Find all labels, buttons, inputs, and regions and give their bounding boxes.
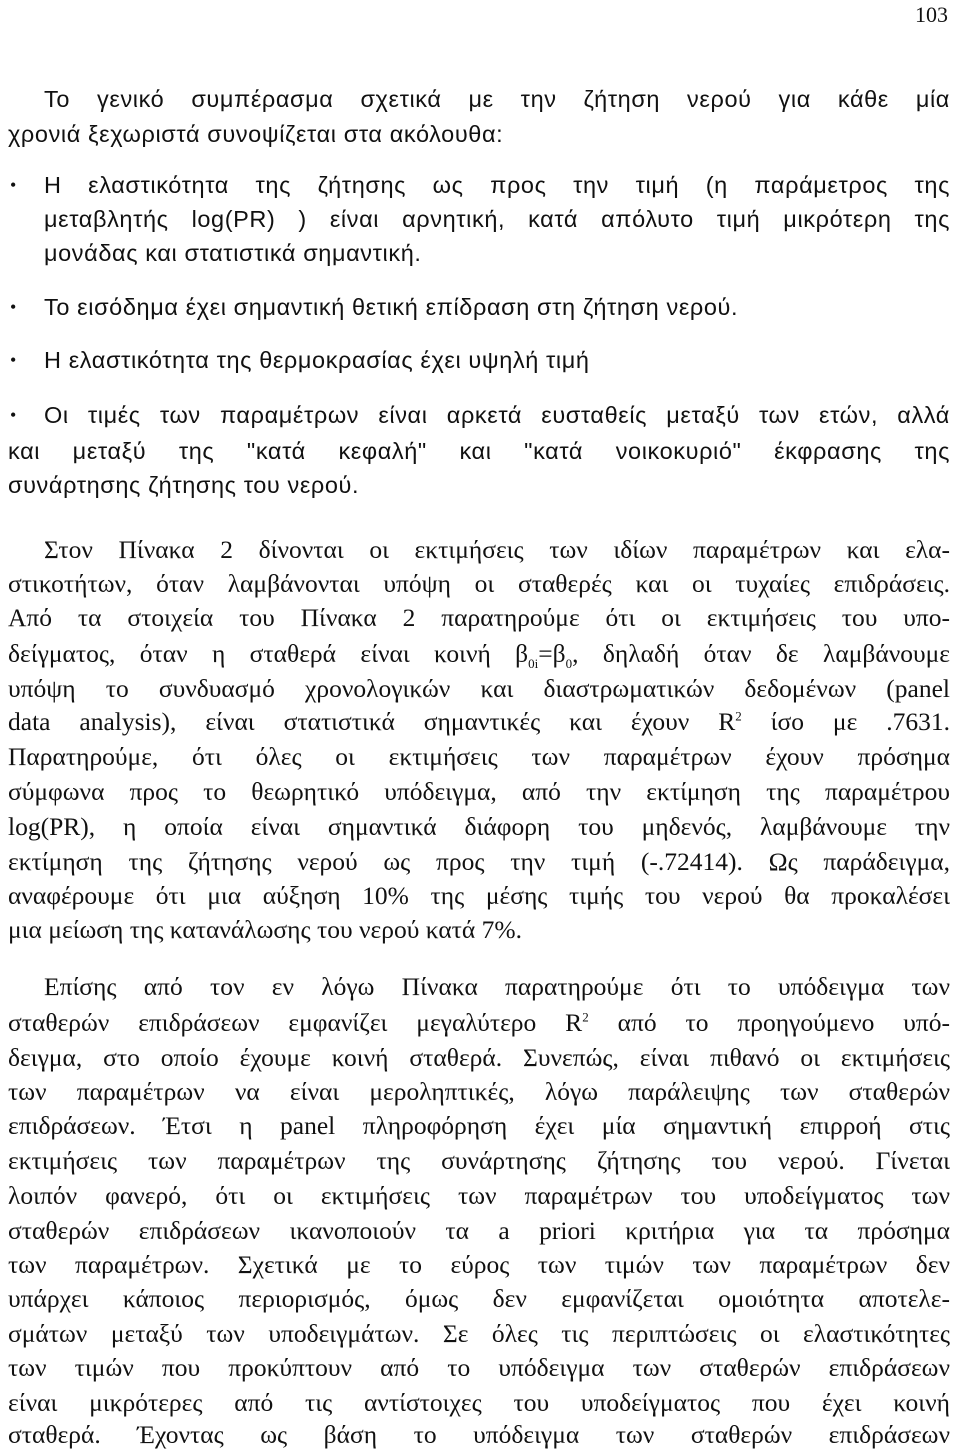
para2-line-4-part-c: , δηλαδή όταν δε λαμβάνουμε — [572, 639, 950, 668]
para3-line-12: των τιμών που προκύπτουν από το υπόδειγμα των σταθερών επιδράσεων — [8, 1353, 950, 1382]
r-squared-superscript: 2 — [735, 708, 742, 724]
para3-line-10: υπάρχει κάποιος περιορισμός, όμως δεν εμφανίζεται ομοιότητα αποτελε- — [8, 1284, 950, 1313]
bullet-4-line-3: συνάρτησης ζήτησης του νερού. — [8, 472, 360, 498]
para3-line-6: εκτιμήσεις των παραμέτρων της συνάρτησης ζήτησης του νερού. Γίνεται — [8, 1146, 950, 1175]
r-squared-superscript: 2 — [582, 1009, 589, 1025]
bullet-marker: • — [10, 405, 17, 425]
para2-line-7: Παρατηρούμε, ότι όλες οι εκτιμήσεις των παραμέτρων έχουν πρόσημα — [8, 742, 950, 771]
bullet-1-line-1: Η ελαστικότητα της ζήτησης ως προς την τιμή (η παράμετρος της — [44, 172, 950, 198]
para3-line-1: Επίσης από τον εν λόγω Πίνακα παρατηρούμε ότι το υπόδειγμα των — [44, 972, 950, 1001]
para2-line-10: εκτίμηση της ζήτησης νερού ως προς την τιμή (-.72414). Ως παράδειγμα, — [8, 847, 950, 876]
para3-line-2-part-b: από το προηγούμενο υπό- — [588, 1008, 951, 1037]
bullet-marker: • — [10, 297, 17, 317]
para2-line-1: Στον Πίνακα 2 δίνονται οι εκτιμήσεις των ιδίων παραμέτρων και ελα- — [44, 535, 950, 564]
para2-line-4 — [8, 637, 950, 671]
para3-line-11: σμάτων μεταξύ των υποδειγμάτων. Σε όλες τις περιπτώσεις οι ελαστικότητες — [8, 1319, 950, 1348]
para2-line-12: μια μείωση της κατανάλωσης του νερού κατά 7%. — [8, 915, 523, 944]
beta-subscript-0: 0 — [565, 656, 573, 672]
para2-line-6 — [8, 705, 950, 739]
bullet-1-line-3: μονάδας και στατιστικά σημαντική. — [44, 240, 422, 266]
bullet-1-line-2: μεταβλητής log(PR) ) είναι αρνητική, κατά απόλυτο τιμή μικρότερη της — [44, 206, 950, 232]
para3-line-4: των παραμέτρων να είναι μεροληπτικές, λόγω παράλειψης των σταθερών — [8, 1077, 950, 1106]
para2-line-5: υπόψη το συνδυασμό χρονολογικών και διαστρωματικών δεδομένων (panel — [8, 674, 950, 703]
bullet-4-line-2: και μεταξύ της "κατά κεφαλή" και "κατά νοικοκυριό" έκφρασης της — [8, 438, 950, 464]
para3-line-2-part-a: σταθερών επιδράσεων εμφανίζει μεγαλύτερο R — [8, 1008, 583, 1037]
para2-line-6-part-a: data analysis), είναι στατιστικά σημαντικές και έχουν R — [8, 707, 736, 736]
para3-line-3: δειγμα, στο οποίο έχουμε κοινή σταθερά. Συνεπώς, είναι πιθανό οι εκτιμήσεις — [8, 1043, 950, 1072]
intro-line-2: χρονιά ξεχωριστά συνοψίζεται στα ακόλουθα: — [8, 121, 504, 147]
para3-line-7: λοιπόν φανερό, ότι οι εκτιμήσεις των παραμέτρων του υποδείγματος των — [8, 1181, 950, 1210]
para3-line-2 — [8, 1006, 950, 1040]
beta-subscript-0i: 0i — [528, 656, 539, 672]
para2-line-4-part-a: δείγματος, όταν η σταθερά είναι κοινή β — [8, 639, 529, 668]
para3-line-9: των παραμέτρων. Σχετικά με το εύρος των τιμών των παραμέτρων δεν — [8, 1250, 950, 1279]
para2-line-3: Από τα στοιχεία του Πίνακα 2 παρατηρούμε ότι οι εκτιμήσεις του υπο- — [8, 603, 950, 632]
para2-line-8: σύμφωνα προς το θεωρητικό υπόδειγμα, από την εκτίμηση της παραμέτρου — [8, 777, 950, 806]
para3-line-5: επιδράσεων. Έτσι η panel πληροφόρηση έχει μία σημαντική επιρροή στις — [8, 1111, 950, 1140]
bullet-marker: • — [10, 350, 17, 370]
page-number: 103 — [915, 2, 948, 27]
bullet-4-line-1: Οι τιμές των παραμέτρων είναι αρκετά ευσταθείς μεταξύ των ετών, αλλά — [44, 402, 950, 428]
bullet-3-line-1: Η ελαστικότητα της θερμοκρασίας έχει υψηλή τιμή — [44, 347, 590, 373]
para2-line-11: αναφέρουμε ότι μια αύξηση 10% της μέσης τιμής του νερού θα προκαλέσει — [8, 881, 950, 910]
para2-line-4-part-b: =β — [538, 639, 566, 668]
para3-line-13: είναι μικρότερες από τις αντίστοιχες του υποδείγματος που έχει κοινή — [8, 1388, 950, 1417]
para2-line-9: log(PR), η οποία είναι σημαντικά διάφορη του μηδενός, λαμβάνουμε την — [8, 812, 950, 841]
bullet-2-line-1: Το εισόδημα έχει σημαντική θετική επίδραση στη ζήτηση νερού. — [44, 294, 739, 320]
bullet-marker: • — [10, 175, 17, 195]
para2-line-2: στικοτήτων, όταν λαμβάνονται υπόψη οι σταθερές και οι τυχαίες επιδράσεις. — [8, 569, 950, 598]
para3-line-14: σταθερά. Έχοντας ως βάση το υπόδειγμα των σταθερών επιδράσεων — [8, 1420, 950, 1449]
para3-line-8: σταθερών επιδράσεων ικανοποιούν τα a priori κριτήρια για τα πρόσημα — [8, 1216, 950, 1245]
intro-line-1: Το γενικό συμπέρασμα σχετικά με την ζήτηση νερού για κάθε μία — [44, 86, 950, 112]
para2-line-6-part-b: ίσο με .7631. — [741, 707, 950, 736]
